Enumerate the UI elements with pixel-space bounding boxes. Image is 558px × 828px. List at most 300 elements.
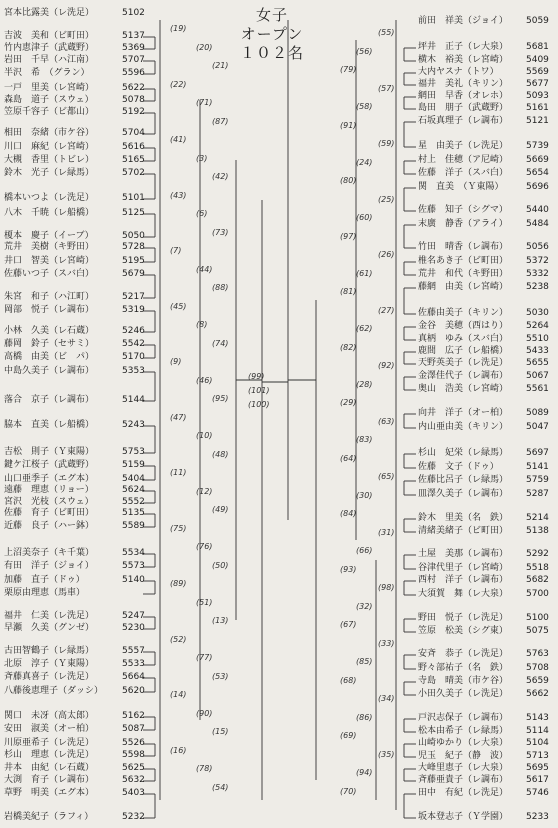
player-name: 高橋 由美（ビ パ） <box>4 352 95 362</box>
player-code: 5763 <box>526 649 549 659</box>
player-code: 5161 <box>526 103 549 113</box>
player-name: 田中 有紀（レ洗足） <box>418 788 509 798</box>
entry-row <box>418 751 549 762</box>
entry-row <box>4 292 145 303</box>
player-code: 5542 <box>122 339 145 349</box>
entry-row <box>4 107 145 118</box>
entry-row <box>418 549 549 560</box>
entry-row <box>4 672 145 683</box>
match-number: (94) <box>356 768 373 777</box>
player-name: 横木 裕美（レ宮崎） <box>418 55 509 65</box>
player-name: 古田智鶴子（レ緑馬） <box>4 646 95 656</box>
match-number: (34) <box>378 694 395 703</box>
match-number: (33) <box>378 638 395 648</box>
player-name: 岩田 千早（ハ江南） <box>4 55 95 65</box>
player-name: 落合 京子（レ調布） <box>4 395 95 405</box>
entry-row <box>418 155 549 166</box>
match-number: (62) <box>356 324 373 333</box>
entry-row <box>4 8 145 19</box>
entry-row <box>4 775 145 786</box>
entry-row <box>4 193 145 204</box>
player-code: 5589 <box>122 521 145 531</box>
player-name: 谷津代里子（レ宮崎） <box>418 563 509 573</box>
player-name: 草野 明美（エグ本） <box>4 788 95 798</box>
player-code: 5264 <box>526 321 549 331</box>
match-number: (83) <box>356 435 373 444</box>
player-name: 網田 早香（オレホ） <box>418 91 509 101</box>
entry-row <box>4 208 145 219</box>
entry-row <box>4 485 145 496</box>
player-name: 橋本いつよ（レ洗足） <box>4 193 95 203</box>
match-number: (79) <box>340 65 357 74</box>
player-code: 5078 <box>122 95 145 105</box>
player-code: 5093 <box>526 91 549 101</box>
player-name: 星 由美子（レ洗足） <box>418 141 509 151</box>
player-name: 鍵ケ江桜子（武蔵野） <box>4 460 95 470</box>
match-number: (63) <box>378 416 395 426</box>
player-code: 5616 <box>122 142 145 152</box>
player-name: 杉山 理恵（レ洗足） <box>4 750 95 760</box>
player-name: 村上 佳穂（ア尼崎） <box>418 155 509 165</box>
player-code: 5700 <box>526 589 549 599</box>
player-name: 宮本比露美（レ洗足） <box>4 8 95 18</box>
match-number: (73) <box>212 227 229 237</box>
match-number: (93) <box>340 564 357 574</box>
player-name: 島田 朋子（武蔵野） <box>418 103 509 113</box>
player-name: 大内ヤスナ（トワ） <box>418 67 499 77</box>
player-name: 清緒美緒子（ビ町田） <box>418 526 509 536</box>
match-number: (10) <box>196 431 213 440</box>
entry-row <box>418 242 549 253</box>
player-name: 岩橋美紀子（ラフィ） <box>4 812 94 822</box>
entry-row <box>418 676 549 687</box>
entry-row <box>418 256 549 267</box>
match-number: (64) <box>340 453 357 463</box>
player-name: 杉山 妃栄（レ緑馬） <box>418 448 509 458</box>
player-code: 5620 <box>122 686 145 696</box>
player-code: 5214 <box>526 513 549 523</box>
match-number: (78) <box>196 764 213 773</box>
player-name: 小林 久美（レ石蔵） <box>4 326 95 336</box>
entry-row <box>418 563 549 574</box>
player-name: 半沢 希 （グラン） <box>4 68 90 78</box>
match-number: (70) <box>340 786 357 796</box>
match-number: (86) <box>356 712 373 722</box>
player-code: 5655 <box>526 358 549 368</box>
player-code: 5075 <box>526 626 549 636</box>
player-code: 5704 <box>122 128 145 138</box>
player-code: 5526 <box>122 738 145 748</box>
match-number: (71) <box>196 98 213 107</box>
player-code: 5140 <box>122 575 145 585</box>
entry-row <box>4 31 145 42</box>
match-number: (12) <box>196 486 213 496</box>
player-name: 藤網 由美（レ宮崎） <box>418 282 509 292</box>
player-code: 5137 <box>122 31 145 41</box>
player-name: 栗原由理恵（馬車） <box>4 588 86 598</box>
entry-row <box>418 763 549 774</box>
player-name: 前田 祥美（ジョイ） <box>418 16 508 26</box>
player-name: 佐藤いつ子（スバ白） <box>4 269 95 279</box>
entry-row <box>418 812 549 823</box>
player-code: 5104 <box>526 738 549 748</box>
player-code: 5669 <box>526 155 549 165</box>
match-number: (99) <box>248 372 265 381</box>
player-name: 遠藤 理恵（リョー） <box>4 485 94 495</box>
player-name: 寺島 晴美（市ケ谷） <box>418 676 509 686</box>
entry-row <box>418 408 549 419</box>
player-name: 荒井 美樹（キ野田） <box>4 242 95 252</box>
entry-row <box>418 738 549 749</box>
player-code: 5695 <box>526 763 549 773</box>
entry-row <box>418 475 549 486</box>
player-name: 北原 淳子（Ｙ東陽） <box>4 659 95 669</box>
player-code: 5230 <box>122 623 145 633</box>
entry-row <box>418 103 549 114</box>
match-number: (54) <box>212 782 229 792</box>
match-number: (57) <box>378 83 395 93</box>
entry-row <box>4 395 145 406</box>
match-number: (74) <box>212 338 229 348</box>
match-number: (16) <box>170 745 187 755</box>
match-number: (20) <box>196 42 213 52</box>
player-code: 5144 <box>122 395 145 405</box>
player-code: 5707 <box>122 55 145 65</box>
player-code: 5121 <box>526 116 549 126</box>
player-code: 5059 <box>526 16 549 26</box>
player-name: 真柄 ゆみ（スバ白） <box>418 334 509 344</box>
match-number: (82) <box>340 342 357 352</box>
entry-row <box>418 489 549 500</box>
entry-row <box>4 142 145 153</box>
player-name: 斉藤亜貴子（レ調布） <box>418 775 509 785</box>
entry-row <box>418 346 549 357</box>
player-code: 5162 <box>122 711 145 721</box>
entry-row <box>418 649 549 660</box>
player-code: 5433 <box>526 346 549 356</box>
player-code: 5596 <box>122 68 145 78</box>
entry-row <box>418 269 549 280</box>
entry-row <box>4 474 145 485</box>
player-name: 吉波 美和（ビ町田） <box>4 31 95 41</box>
player-code: 5681 <box>526 42 549 52</box>
entry-row <box>418 42 549 53</box>
player-name: 安斉 恭子（レ洗足） <box>418 649 509 659</box>
entry-row <box>4 339 145 350</box>
entry-row <box>4 711 145 722</box>
entry-row <box>4 68 145 79</box>
player-code: 5195 <box>122 256 145 266</box>
player-name: 奥山 浩美（レ宮崎） <box>418 384 509 394</box>
entry-row <box>4 763 145 774</box>
match-number: (59) <box>378 139 395 148</box>
match-number: (76) <box>196 542 213 551</box>
match-number: (65) <box>378 472 395 481</box>
match-number: (75) <box>170 523 187 533</box>
player-name: 大須賀 舞（レ大泉） <box>418 589 509 599</box>
match-number: (46) <box>196 375 213 385</box>
match-number: (95) <box>212 394 229 403</box>
player-code: 5409 <box>526 55 549 65</box>
player-name: 金谷 美穂（西はり） <box>418 321 509 331</box>
entry-row <box>4 269 145 280</box>
player-name: 斉藤真喜子（レ洗足） <box>4 672 95 682</box>
player-name: 佐藤 知子（シグマ） <box>418 205 508 215</box>
entry-row <box>418 626 549 637</box>
match-number: (92) <box>378 361 395 370</box>
entry-row <box>418 79 549 90</box>
entry-row <box>4 83 145 94</box>
match-number: (68) <box>340 675 357 685</box>
match-number: (85) <box>356 657 373 666</box>
player-code: 5746 <box>526 788 549 798</box>
entry-row <box>4 646 145 657</box>
match-number: (9) <box>170 357 182 366</box>
entry-row <box>4 521 145 532</box>
match-number: (56) <box>356 46 373 56</box>
entry-row <box>418 422 549 433</box>
player-name: 戸沢志保子（レ調布） <box>418 713 509 723</box>
player-code: 5534 <box>122 548 145 558</box>
entry-row <box>4 326 145 337</box>
player-name: 末廣 静香（アライ） <box>418 219 508 229</box>
match-number: (43) <box>170 190 187 200</box>
player-name: 西村 洋子（レ調布） <box>418 575 509 585</box>
player-code: 5192 <box>122 107 145 117</box>
player-name: 安田 淑美（オー柏） <box>4 724 95 734</box>
player-name: 川原亜希子（レ洗足） <box>4 738 95 748</box>
match-number: (29) <box>340 398 357 407</box>
player-name: 宮沢 光枝（スウェ） <box>4 497 94 507</box>
player-code: 5617 <box>526 775 549 785</box>
match-number: (14) <box>170 690 187 699</box>
player-name: 八木 千暁（レ船橋） <box>4 208 95 218</box>
player-code: 5138 <box>526 526 549 536</box>
player-name: 鈴木 光子（レ緑馬） <box>4 168 95 178</box>
player-code: 5659 <box>526 676 549 686</box>
match-number: (13) <box>212 616 229 625</box>
entry-row <box>4 420 145 431</box>
player-name: 土屋 美那（レ調布） <box>418 549 509 559</box>
entry-row <box>4 561 145 572</box>
player-name: 荒井 和代（キ野田） <box>418 269 509 279</box>
entry-row <box>4 738 145 749</box>
player-code: 5170 <box>122 352 145 362</box>
match-number: (47) <box>170 412 187 422</box>
player-code: 5102 <box>122 8 145 18</box>
player-code: 5403 <box>122 788 145 798</box>
player-name: 朱宮 和子（ハ江町） <box>4 292 95 302</box>
player-code: 5232 <box>122 812 145 822</box>
entry-row <box>418 67 549 78</box>
entry-row <box>418 141 549 152</box>
player-code: 5067 <box>526 371 549 381</box>
player-name: 佐藤由美子（キリン） <box>418 308 509 318</box>
entry-row <box>4 128 145 139</box>
player-code: 5100 <box>526 613 549 623</box>
player-name: 内山亜由美（キリン） <box>418 422 509 432</box>
entry-row <box>4 750 145 761</box>
player-name: 大渕 育子（レ調布） <box>4 775 95 785</box>
match-number: (6) <box>196 209 208 218</box>
entry-row <box>418 91 549 102</box>
match-number: (58) <box>356 102 373 111</box>
player-code: 5030 <box>526 308 549 318</box>
entry-row <box>418 448 549 459</box>
match-number: (30) <box>356 490 373 500</box>
player-code: 5125 <box>122 208 145 218</box>
match-number: (22) <box>170 79 187 89</box>
match-number: (77) <box>196 653 213 662</box>
match-number: (97) <box>340 231 357 241</box>
player-name: 関口 未冴（高太郎） <box>4 711 95 721</box>
match-number: (87) <box>212 116 229 126</box>
player-code: 5159 <box>122 460 145 470</box>
entry-row <box>418 205 549 216</box>
title-line-2: オープン <box>240 25 304 43</box>
player-code: 5662 <box>526 689 549 699</box>
player-code: 5702 <box>122 168 145 178</box>
entry-row <box>418 334 549 345</box>
player-code: 5353 <box>122 366 145 376</box>
entry-row <box>418 589 549 600</box>
entry-row <box>418 726 549 737</box>
match-number: (101) <box>248 386 270 395</box>
player-name: 近藤 良子（ハー鉢） <box>4 521 95 531</box>
match-number: (52) <box>170 634 187 644</box>
entry-row <box>4 366 145 377</box>
match-number: (50) <box>212 560 229 570</box>
match-number: (84) <box>340 509 357 518</box>
match-number: (35) <box>378 749 395 759</box>
player-code: 5561 <box>526 384 549 394</box>
entry-row <box>418 788 549 799</box>
player-code: 5518 <box>526 563 549 573</box>
match-number: (31) <box>378 527 395 537</box>
player-code: 5484 <box>526 219 549 229</box>
entry-row <box>4 812 145 823</box>
player-name: 一戸 里美（レ宮崎） <box>4 83 95 93</box>
player-name: 早瀬 久美（グンゼ） <box>4 623 95 633</box>
player-name: 八藤後恵理子（ダッシ） <box>4 686 104 696</box>
title-line-1: 女子 <box>255 6 288 24</box>
player-code: 5569 <box>526 67 549 77</box>
entry-row <box>418 321 549 332</box>
player-code: 5632 <box>122 775 145 785</box>
player-name: 竹内恵津子（武蔵野） <box>4 43 95 53</box>
player-name: 上沼美奈子（キ千葉） <box>4 548 95 558</box>
match-number: (80) <box>340 176 357 185</box>
player-code: 5573 <box>122 561 145 571</box>
player-code: 5217 <box>122 292 145 302</box>
entry-row <box>4 623 145 634</box>
player-name: 山口亜季子（エグ本） <box>4 474 95 484</box>
match-number: (7) <box>170 246 182 255</box>
player-name: 皿澤久美子（レ調布） <box>418 489 509 499</box>
player-code: 5165 <box>122 155 145 165</box>
entry-row <box>4 256 145 267</box>
match-number: (24) <box>356 157 373 167</box>
match-number: (69) <box>340 731 357 740</box>
match-number: (49) <box>212 505 229 514</box>
entry-row <box>418 182 549 193</box>
entry-row <box>4 352 145 363</box>
player-code: 5739 <box>526 141 549 151</box>
match-number: (66) <box>356 546 373 555</box>
entry-row <box>418 513 549 524</box>
player-name: 椎名あき子（ビ町田） <box>418 256 509 266</box>
player-code: 5708 <box>526 663 549 673</box>
entry-row <box>418 358 549 369</box>
match-number: (19) <box>170 24 187 33</box>
player-name: 相田 奈緒（市ケ谷） <box>4 128 95 138</box>
entry-row <box>4 305 145 316</box>
entry-row <box>4 724 145 735</box>
player-name: 野田 悦子（レ洗足） <box>418 613 509 623</box>
entry-row <box>4 508 145 519</box>
entry-row <box>418 663 549 674</box>
entry-row <box>4 43 145 54</box>
entry-row <box>418 384 549 395</box>
player-code: 5624 <box>122 485 145 495</box>
entry-row <box>4 168 145 179</box>
player-code: 5243 <box>122 420 145 430</box>
player-name: 藤岡 鈴子（セサミ） <box>4 339 95 349</box>
player-name: 井口 智美（レ宮崎） <box>4 256 95 266</box>
match-number: (26) <box>378 250 395 259</box>
player-name: 中島久美子（レ調布） <box>4 366 95 376</box>
match-number: (81) <box>340 287 357 296</box>
entry-row <box>4 588 85 599</box>
match-number: (55) <box>378 28 395 37</box>
player-name: 野々部祐子（名 鉄） <box>418 663 509 673</box>
match-number: (3) <box>196 153 208 163</box>
player-code: 5369 <box>122 43 145 53</box>
player-name: 吉松 則子（Ｙ東陽） <box>4 447 95 457</box>
player-name: 金澤佳代子（レ調布） <box>418 371 509 381</box>
match-number: (48) <box>212 449 229 459</box>
player-name: 石坂真理子（レ調布） <box>418 116 509 126</box>
player-code: 5141 <box>526 462 549 472</box>
player-name: 鈴木 里美（名 鉄） <box>418 513 509 523</box>
entry-row <box>4 460 145 471</box>
match-number: (89) <box>170 579 187 588</box>
player-code: 5101 <box>122 193 145 203</box>
match-number: (67) <box>340 620 357 629</box>
player-code: 5664 <box>122 672 145 682</box>
match-number: (91) <box>340 120 357 130</box>
match-number: (88) <box>212 283 229 292</box>
player-code: 5056 <box>526 242 549 252</box>
player-name: 福井 美礼（キリン） <box>418 79 509 89</box>
player-code: 5440 <box>526 205 549 215</box>
player-name: 坪井 正子（レ大泉） <box>418 42 509 52</box>
match-number: (100) <box>248 400 270 409</box>
player-name: 向井 洋子（オー柏） <box>418 408 509 418</box>
entry-row <box>4 659 145 670</box>
player-name: 笠原千容子（ビ都山） <box>4 107 95 117</box>
player-name: 有田 洋子（ジョイ） <box>4 561 94 571</box>
player-name: 福井 仁美（レ洗足） <box>4 611 95 621</box>
player-code: 5654 <box>526 168 549 178</box>
player-code: 5292 <box>526 549 549 559</box>
player-name: 岡部 悦子（レ調布） <box>4 305 95 315</box>
entry-row <box>4 548 145 559</box>
match-number: (28) <box>356 379 373 389</box>
entry-row <box>418 219 549 230</box>
player-name: 佐藤 育子（ビ町田） <box>4 508 95 518</box>
entry-row <box>418 371 549 382</box>
